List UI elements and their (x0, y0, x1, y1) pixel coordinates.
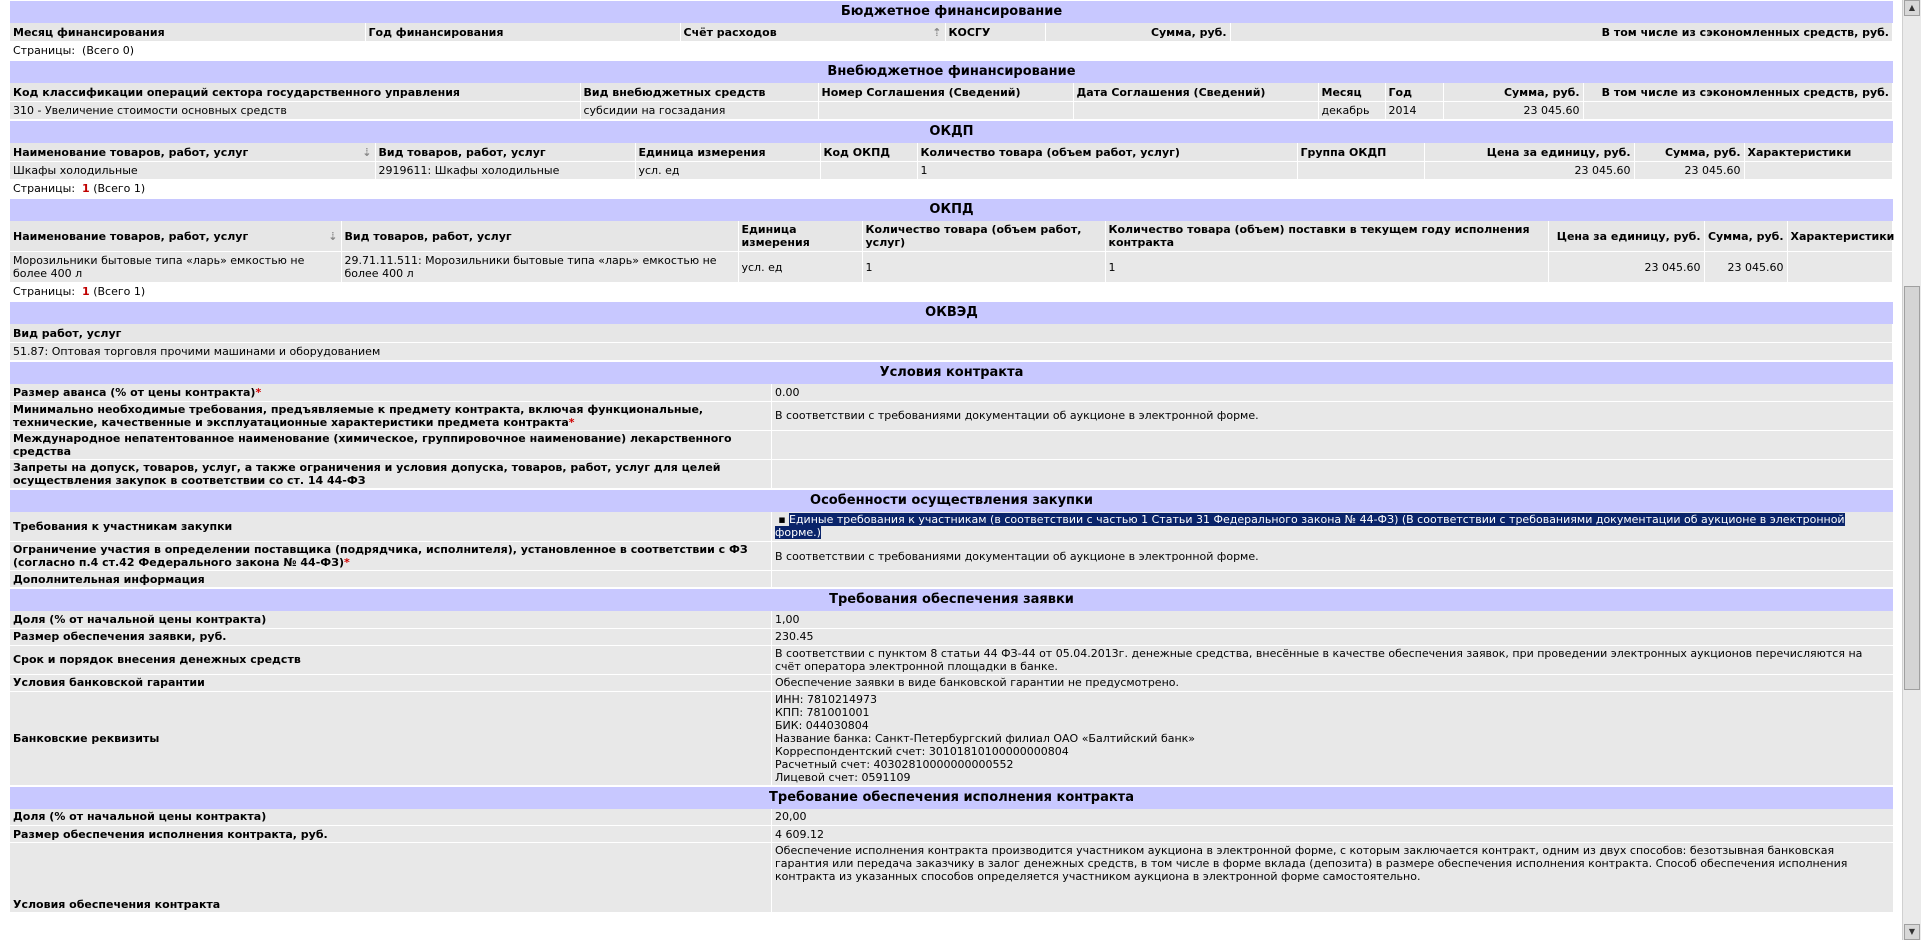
kv-row (10, 542, 1893, 571)
kv-row (10, 430, 1893, 459)
kv-row (10, 843, 1893, 913)
bid-security-table (10, 611, 1893, 786)
advance-value: 0.00 (772, 384, 1894, 401)
okdp-col-group[interactable]: Группа ОКДП (1297, 143, 1424, 162)
kv-row (10, 401, 1893, 430)
participant-req-value (772, 512, 1894, 542)
eb-col-code[interactable]: Код классификации операций сектора государственного управления (10, 83, 580, 102)
okpd-col-name-label: Наименование товаров, работ, услуг (13, 229, 249, 243)
okdp-col-sum[interactable]: Сумма, руб. (1634, 143, 1744, 162)
okpd-col-name[interactable] (10, 221, 341, 252)
pager-total: (Всего 0) (82, 44, 134, 57)
okpd-col-char[interactable]: Характеристики (1787, 221, 1893, 252)
kv-row (10, 459, 1893, 488)
okpd-cell-name: Морозильники бытовые типа «ларь» емкостью не более 400 л (10, 252, 341, 283)
required-mark: * (255, 385, 262, 399)
bid-amount-value: 230.45 (772, 628, 1894, 645)
okpd-cell-char (1787, 252, 1893, 283)
okdp-col-unit[interactable]: Единица измерения (635, 143, 820, 162)
okdp-table (10, 143, 1893, 180)
okdp-cell-name: Шкафы холодильные (10, 162, 375, 180)
top-strip-text (10, 0, 716, 1)
budget-col-account-label: Счёт расходов (683, 25, 777, 39)
okdp-col-kind[interactable]: Вид товаров, работ, услуг (375, 143, 635, 162)
kv-row (10, 571, 1893, 588)
kv-row (10, 691, 1893, 785)
okved-cell-kind: 51.87: Оптовая торговля прочими машинами и оборудованием (10, 343, 1893, 361)
bank-details-value (772, 691, 1894, 785)
okpd-cell-price: 23 045.60 (1548, 252, 1704, 283)
section-okpd-title: ОКПД (10, 199, 1893, 221)
okdp-cell-price: 23 045.60 (1424, 162, 1634, 180)
participant-req-label: Требования к участникам закупки (10, 512, 772, 542)
eb-cell-month: декабрь (1318, 102, 1385, 120)
okdp-cell-sum: 23 045.60 (1634, 162, 1744, 180)
bank-settlement-account: Расчетный счет: 40302810000000000552 (775, 757, 1014, 771)
bank-kpp: КПП: 781001001 (775, 705, 870, 719)
bullet-icon: ▪ (778, 513, 786, 527)
okpd-col-qty[interactable]: Количество товара (объем работ, услуг) (862, 221, 1105, 252)
bank-guarantee-label: Условия банковской гарантии (10, 674, 772, 691)
contract-share-label: Доля (% от начальной цены контракта) (10, 809, 772, 826)
section-okved-title: ОКВЭД (10, 302, 1893, 324)
min-requirements-label-text: Минимально необходимые требования, предъявляемые к предмету контракта, включая функциональные, технические, качественные и эксплуатационные характеристики предмета контракта (13, 402, 704, 429)
pager-total: (Всего 1) (93, 285, 146, 298)
sort-up-icon[interactable]: ⇡ (932, 25, 942, 39)
contract-terms-table (10, 384, 1893, 489)
bank-guarantee-value: Обеспечение заявки в виде банковской гарантии не предусмотрено. (772, 674, 1894, 691)
kv-row (10, 826, 1893, 843)
section-bid-security-title: Требования обеспечения заявки (10, 589, 1893, 611)
bank-inn: ИНН: 7810214973 (775, 692, 877, 706)
participation-limit-label-text: Ограничение участия в определении поставщика (подрядчика, исполнителя), установленное в соответствии с ФЗ (согласно п.4 ст.42 Федерального закона № 44-ФЗ) (13, 543, 748, 569)
budget-col-year[interactable]: Год финансирования (365, 23, 680, 42)
budget-table (10, 23, 1893, 42)
table-row (10, 343, 1893, 361)
bid-share-value: 1,00 (772, 611, 1894, 628)
contract-conditions-value: Обеспечение исполнения контракта производится участником аукциона в электронной форме, с которым заключается контракт, одним из двух способов: безотзывная банковская гарантия или передача заказчику в залог денежных средств, в том числе в форме вклада (депозита) в размере обеспечения исполнения контракта. Способ обеспечения исполнения контракта из указанных способов определяется участником аукциона в электронной форме самостоятельно. (772, 843, 1894, 913)
okpd-col-sum[interactable]: Сумма, руб. (1704, 221, 1787, 252)
okdp-col-price[interactable]: Цена за единицу, руб. (1424, 143, 1634, 162)
table-row (10, 252, 1893, 283)
okved-table (10, 324, 1893, 361)
eb-col-type[interactable]: Вид внебюджетных средств (580, 83, 818, 102)
contract-conditions-label: Условия обеспечения контракта (10, 843, 772, 913)
pager-page-link[interactable]: 1 (82, 182, 90, 195)
contract-amount-value: 4 609.12 (772, 826, 1894, 843)
okpd-col-unit[interactable]: Единица измерения (738, 221, 862, 252)
okdp-cell-kind: 2919611: Шкафы холодильные (375, 162, 635, 180)
bank-name: Название банка: Санкт-Петербургский филиал ОАО «Балтийский банк» (775, 731, 1196, 745)
eb-col-agreement-date[interactable]: Дата Соглашения (Сведений) (1073, 83, 1318, 102)
okved-col-kind[interactable]: Вид работ, услуг (10, 324, 1893, 343)
advance-label (10, 384, 772, 401)
bid-amount-label: Размер обеспечения заявки, руб. (10, 628, 772, 645)
min-requirements-value: В соответствии с требованиями документации об аукционе в электронной форме. (772, 401, 1894, 430)
eb-col-month[interactable]: Месяц (1318, 83, 1385, 102)
pager-label: Страницы: (13, 182, 76, 195)
bank-bik: БИК: 044030804 (775, 718, 869, 732)
okdp-col-char[interactable]: Характеристики (1744, 143, 1893, 162)
contract-security-table (10, 809, 1893, 914)
eb-col-sum[interactable]: Сумма, руб. (1443, 83, 1583, 102)
inn-label: Международное непатентованное наименование (химическое, группировочное наименование) лекарственного средства (10, 430, 772, 459)
pager-total: (Всего 1) (93, 182, 146, 195)
extrabudget-table (10, 83, 1893, 120)
kv-row (10, 628, 1893, 645)
pager-page-link[interactable]: 1 (82, 285, 90, 298)
advance-label-text: Размер аванса (% от цены контракта) (13, 385, 256, 399)
scroll-up-icon[interactable]: ▲ (1904, 0, 1920, 16)
eb-cell-agreement-date (1073, 102, 1318, 120)
contract-amount-label: Размер обеспечения исполнения контракта, руб. (10, 826, 772, 843)
procurement-table (10, 512, 1893, 589)
contract-share-value: 20,00 (772, 809, 1894, 826)
scroll-down-icon[interactable]: ▼ (1904, 924, 1920, 940)
budget-col-kosgu[interactable]: КОСГУ (945, 23, 1045, 42)
required-mark: * (344, 556, 350, 569)
section-contract-terms-title: Условия контракта (10, 362, 1893, 384)
section-okdp-title: ОКДП (10, 121, 1893, 143)
participation-limit-value: В соответствии с требованиями документации об аукционе в электронной форме. (772, 542, 1894, 571)
participation-limit-label (10, 542, 772, 571)
bank-corr-account: Корреспондентский счет: 30101810100000000804 (775, 744, 1069, 758)
okdp-cell-qty: 1 (917, 162, 1297, 180)
eb-cell-agreement-no (818, 102, 1073, 120)
section-extrabudget-title: Внебюджетное финансирование (10, 61, 1893, 83)
eb-cell-code: 310 - Увеличение стоимости основных средств (10, 102, 580, 120)
bid-term-label: Срок и порядок внесения денежных средств (10, 645, 772, 674)
admission-bans-label: Запреты на допуск, товаров, услуг, а также ограничения и условия допуска, товаров, работ, услуг для целей осуществления закупок в соответствии со ст. 14 44-ФЗ (10, 459, 772, 488)
okdp-cell-group (1297, 162, 1424, 180)
pager-label: Страницы: (13, 44, 76, 57)
okpd-cell-sum: 23 045.60 (1704, 252, 1787, 283)
section-contract-security-title: Требование обеспечения исполнения контракта (10, 787, 1893, 809)
okpd-pager (10, 283, 1893, 301)
table-row (10, 162, 1893, 180)
okpd-cell-kind: 29.71.11.511: Морозильники бытовые типа «ларь» емкостью не более 400 л (341, 252, 738, 283)
min-requirements-label (10, 401, 772, 430)
participant-req-text: Единые требования к участникам (в соответствии с частью 1 Статьи 31 Федерального закона № 44-ФЗ) (В соответствии с требованиями документации об аукционе в электронной форме.) (775, 513, 1845, 540)
section-procurement-title: Особенности осуществления закупки (10, 490, 1893, 512)
okpd-col-qty-year[interactable]: Количество товара (объем) поставки в текущем году исполнения контракта (1105, 221, 1548, 252)
kv-row (10, 809, 1893, 826)
okdp-cell-okpd (820, 162, 917, 180)
eb-col-agreement-no[interactable]: Номер Соглашения (Сведений) (818, 83, 1073, 102)
sort-down-icon[interactable]: ⇣ (362, 145, 372, 159)
budget-col-saved[interactable]: В том числе из сэкономленных средств, руб. (1230, 23, 1893, 42)
kv-row (10, 611, 1893, 628)
table-row (10, 102, 1893, 120)
budget-col-account[interactable] (680, 23, 945, 42)
eb-col-year[interactable]: Год (1385, 83, 1443, 102)
document-content (10, 0, 1893, 913)
kv-row (10, 674, 1893, 691)
sort-down-icon[interactable]: ⇣ (328, 229, 338, 243)
inn-value (772, 430, 1894, 459)
kv-row (10, 384, 1893, 401)
eb-cell-sum: 23 045.60 (1443, 102, 1583, 120)
section-budget-title: Бюджетное финансирование (10, 1, 1893, 23)
budget-col-month[interactable]: Месяц финансирования (10, 23, 365, 42)
okdp-col-name-label: Наименование товаров, работ, услуг (13, 145, 249, 159)
eb-cell-year: 2014 (1385, 102, 1443, 120)
required-mark: * (568, 415, 575, 429)
bank-personal-account: Лицевой счет: 0591109 (775, 770, 911, 784)
eb-cell-type: субсидии на госзадания (580, 102, 818, 120)
kv-row (10, 645, 1893, 674)
kv-row (10, 512, 1893, 542)
vertical-scrollbar[interactable] (1902, 0, 1921, 940)
okdp-pager (10, 180, 1893, 198)
okdp-col-qty[interactable]: Количество товара (объем работ, услуг) (917, 143, 1297, 162)
pager-label: Страницы: (13, 285, 76, 298)
okdp-col-name[interactable] (10, 143, 375, 162)
okpd-cell-unit: усл. ед (738, 252, 862, 283)
eb-col-saved[interactable]: В том числе из сэкономленных средств, руб. (1583, 83, 1893, 102)
scrollbar-thumb[interactable] (1904, 286, 1920, 690)
budget-pager (10, 42, 1893, 60)
okdp-col-okpd[interactable]: Код ОКПД (820, 143, 917, 162)
admission-bans-value (772, 459, 1894, 488)
extra-info-value (772, 571, 1894, 588)
okpd-table (10, 221, 1893, 283)
extra-info-label: Дополнительная информация (10, 571, 772, 588)
bid-share-label: Доля (% от начальной цены контракта) (10, 611, 772, 628)
budget-col-sum[interactable]: Сумма, руб. (1045, 23, 1230, 42)
bank-details-label: Банковские реквизиты (10, 691, 772, 785)
okpd-col-price[interactable]: Цена за единицу, руб. (1548, 221, 1704, 252)
okdp-cell-unit: усл. ед (635, 162, 820, 180)
bid-term-value: В соответствии с пунктом 8 статьи 44 ФЗ-44 от 05.04.2013г. денежные средства, внесённые в качестве обеспечения заявок, при проведении электронных аукционов перечисляются на счёт оператора электронной площадки в банке. (772, 645, 1894, 674)
okdp-cell-char (1744, 162, 1893, 180)
okpd-cell-qty: 1 (862, 252, 1105, 283)
eb-cell-saved (1583, 102, 1893, 120)
okpd-col-kind[interactable]: Вид товаров, работ, услуг (341, 221, 738, 252)
okpd-cell-qty-year: 1 (1105, 252, 1548, 283)
